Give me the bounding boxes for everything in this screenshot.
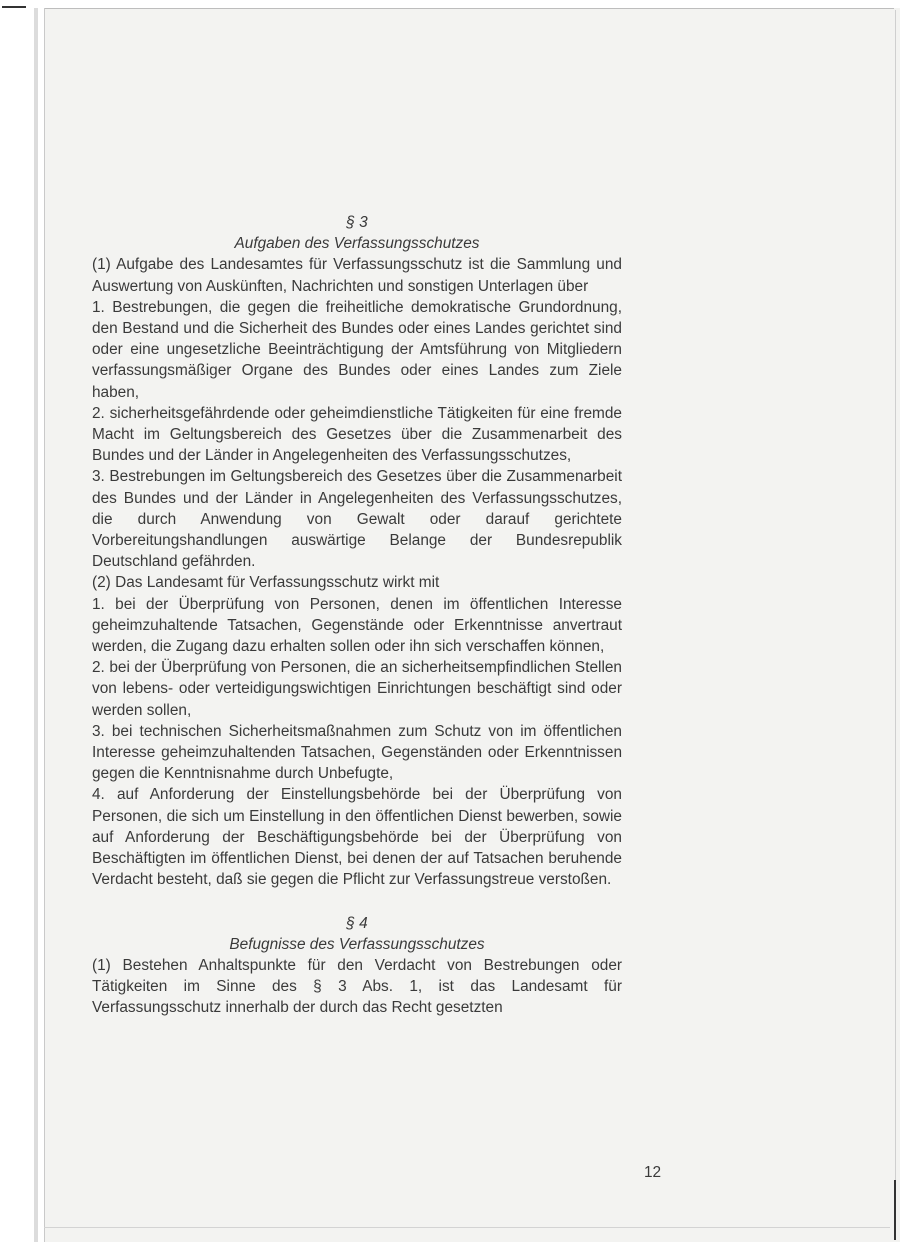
section-3-item-1: 1. Bestrebungen, die gegen die freiheitliche demokratische Grundordnung, den Bestand und die Sicherheit des Bundes oder eines Landes gerichtet sind oder eine ungesetzliche Beeinträchtigung der Amtsführung von Mitgliedern verfassungsmäßiger Organe des Bundes oder eines Landes zum Ziele haben, [92,298,622,401]
right-edge-line [895,10,896,1240]
left-binding-shadow [34,8,38,1242]
section-3-para-2: (2) Das Landesamt für Verfassungsschutz wirkt mit [92,574,440,592]
section-3-title: Aufgaben des Verfassungsschutzes [234,235,480,253]
section-3-para-1: (1) Aufgabe des Landesamtes für Verfassungsschutz ist die Sammlung und Auswertung von Auskünften, Nachrichten und sonstigen Unterlagen über [92,256,622,295]
section-3-item-3: 3. Bestrebungen im Geltungsbereich des Gesetzes über die Zusammenarbeit des Bundes und der Länder in Angelegenheiten des Verfassungsschutzes, die durch Anwendung von Gewalt oder darauf gerichtete Vorbereitungshandlungen auswärtige Belange der Bundesrepublik Deutschland gefährden. [92,468,622,571]
section-3-para-2-item-3: 3. bei technischen Sicherheitsmaßnahmen zum Schutz von im öffentlichen Interesse geheimzuhaltenden Tatsachen, Gegenständen oder Erkenntnissen gegen die Kenntnisnahme durch Unbefugte, [92,722,622,783]
section-4-para-1: (1) Bestehen Anhaltspunkte für den Verdacht von Bestrebungen oder Tätigkeiten im Sinne des § 3 Abs. 1, ist das Landesamt für Verfassungsschutz innerhalb der durch das Recht gesetzten [92,956,622,1017]
top-scan-edge [0,0,900,8]
section-3-para-2-item-2: 2. bei der Überprüfung von Personen, die an sicherheitsempfindlichen Stellen von lebens- oder verteidigungswichtigen Einrichtungen beschäftigt sind oder werden sollen, [92,659,622,719]
section-3-item-2: 2. sicherheitsgefährdende oder geheimdienstliche Tätigkeiten für eine fremde Macht im Geltungsbereich des Gesetzes über die Zusammenarbeit des Bundes und der Länder in Angelegenheiten des Verfassungsschutzes, [92,404,622,465]
section-3-number: § 3 [346,214,368,231]
bottom-edge-line [44,1227,890,1228]
section-4-number: § 4 [346,914,368,932]
section-4-title: Befugnisse des Verfassungsschutzes [229,935,485,953]
right-edge-mark [894,1180,896,1240]
top-edge-line [44,8,894,9]
section-gap [92,891,622,913]
left-binding-edge [0,8,45,1242]
section-3-para-2-item-1: 1. bei der Überprüfung von Personen, denen im öffentlichen Interesse geheimzuhaltende Tatsachen, Gegenstände oder Erkenntnisse anvertraut werden, die Zugang dazu erhalten sollen oder ihn sich verschaffen können, [92,595,622,656]
section-3-para-2-item-4: 4. auf Anforderung der Einstellungsbehörde bei der Überprüfung von Personen, die sich um Einstellung in den öffentlichen Dienst bewerben, sowie auf Anforderung der Beschäftigungsbehörde bei der Überprüfung von Beschäftigten im öffentlichen Dienst, bei denen der auf Tatsachen beruhende Verdacht besteht, daß sie gegen die Pflicht zur Verfassungstreue verstoßen. [92,786,622,889]
page-number: 12 [644,1164,662,1181]
page-content [92,212,622,1019]
